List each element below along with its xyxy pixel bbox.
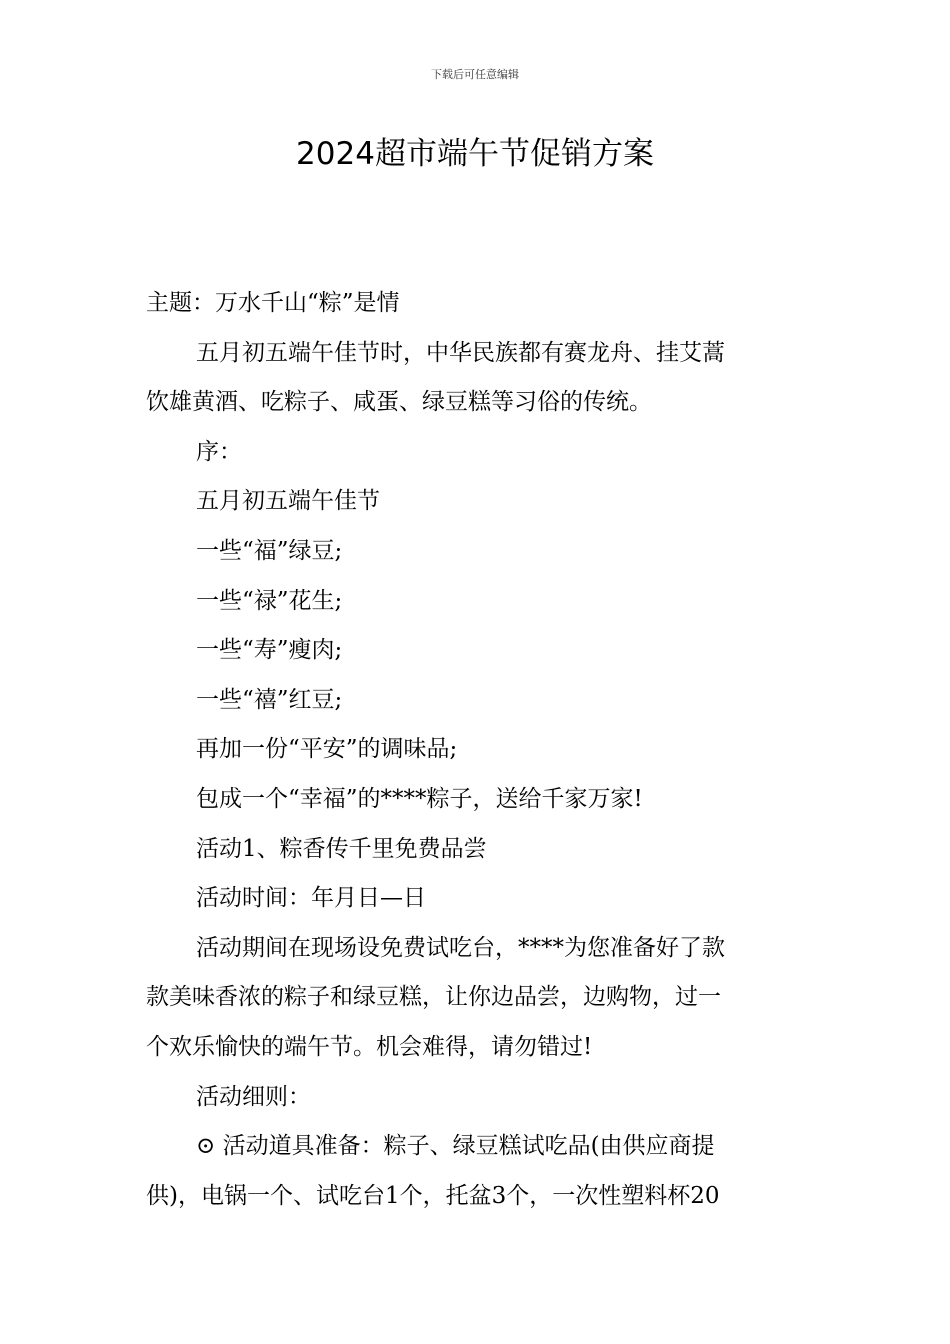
body-line: 五月初五端午佳节时，中华民族都有赛龙舟、挂艾蒿 — [196, 339, 725, 366]
body-line: 序： — [196, 438, 242, 465]
body-line: 供)，电锅一个、试吃台1个，托盆3个，一次性塑料杯20 — [146, 1182, 720, 1209]
body-line: 活动时间：年月日—日 — [196, 885, 426, 912]
body-line: 一些“禧”红豆; — [196, 686, 343, 713]
document-title: 2024超市端午节促销方案 — [296, 136, 654, 172]
body-line: 活动1、粽香传千里免费品尝 — [196, 835, 487, 862]
body-line: 一些“福”绿豆; — [196, 537, 343, 564]
body-line: 个欢乐愉快的端午节。机会难得，请勿错过! — [146, 1033, 593, 1060]
document-body — [146, 279, 808, 1221]
body-line: 饮雄黄酒、吃粽子、咸蛋、绿豆糕等习俗的传统。 — [146, 389, 652, 416]
body-line: 活动期间在现场设免费试吃台，****为您准备好了款 — [196, 934, 725, 961]
body-line: 活动细则： — [196, 1083, 311, 1110]
body-line: 一些“寿”瘦肉; — [196, 637, 343, 664]
body-line: 主题：万水千山“粽”是情 — [146, 290, 400, 316]
header-note: 下载后可任意编辑 — [431, 68, 519, 81]
body-line: ⊙ 活动道具准备：粽子、绿豆糕试吃品(由供应商提 — [196, 1133, 715, 1160]
body-line: 五月初五端午佳节 — [196, 488, 380, 515]
body-line: 包成一个“幸福”的****粽子，送给千家万家! — [196, 785, 643, 812]
body-line: 一些“禄”花生; — [196, 587, 343, 614]
body-line: 款美味香浓的粽子和绿豆糕，让你边品尝，边购物，过一 — [146, 984, 721, 1011]
body-line: 再加一份“平安”的调味品; — [196, 736, 458, 763]
